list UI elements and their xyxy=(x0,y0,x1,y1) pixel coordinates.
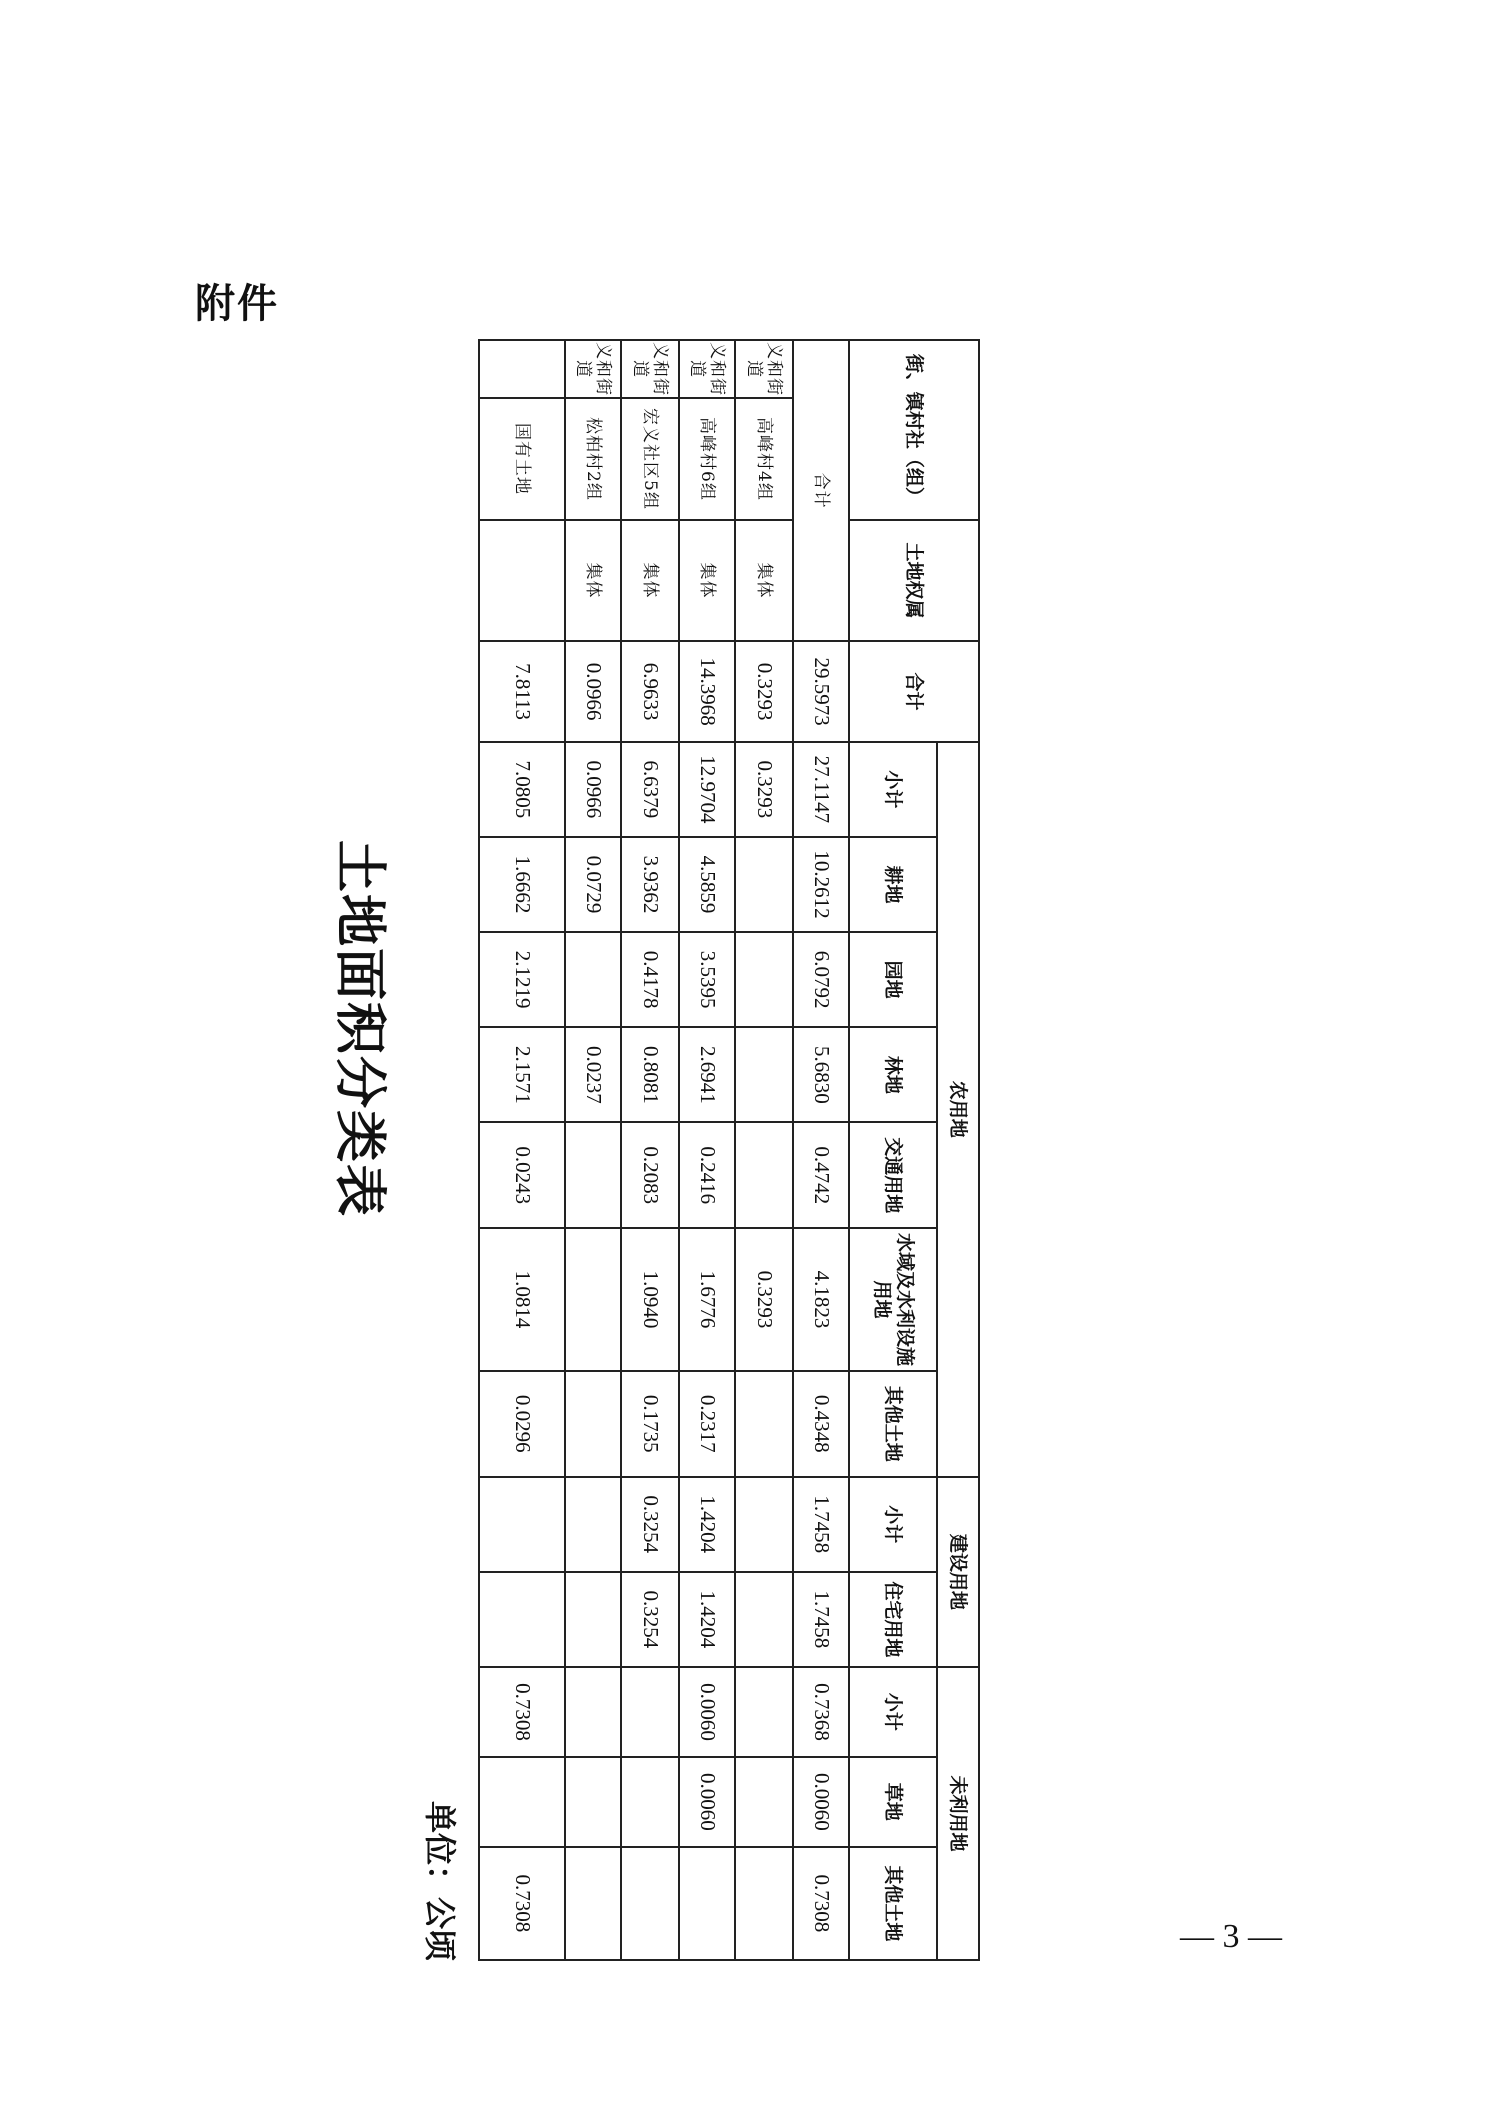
header-transport: 交通用地 xyxy=(849,1122,937,1228)
header-agri-subtotal: 小计 xyxy=(849,742,937,837)
cell: 0.3254 xyxy=(621,1477,679,1572)
cell xyxy=(479,1572,565,1667)
cell: 2.1571 xyxy=(479,1027,565,1122)
cell: 0.0060 xyxy=(679,1667,735,1757)
village-cell: 高峰村6组 xyxy=(679,398,735,520)
table-row-state xyxy=(479,340,565,1960)
header-grass: 草地 xyxy=(849,1757,937,1847)
blank-cell xyxy=(479,340,565,398)
header-unused-subtotal: 小计 xyxy=(849,1667,937,1757)
cell xyxy=(735,1757,793,1847)
table-row xyxy=(679,340,735,1960)
cell xyxy=(735,1847,793,1960)
rotated-table-block xyxy=(329,339,980,1961)
cell: 1.6662 xyxy=(479,837,565,932)
cell: 6.9633 xyxy=(621,641,679,741)
cell: 1.7458 xyxy=(793,1572,849,1667)
ownership-cell: 集体 xyxy=(735,520,793,642)
state-land-label: 国有土地 xyxy=(479,398,565,520)
cell: 0.3254 xyxy=(621,1572,679,1667)
cell xyxy=(621,1667,679,1757)
cell xyxy=(565,1371,621,1477)
cell: 0.2317 xyxy=(679,1371,735,1477)
cell xyxy=(479,1757,565,1847)
cell: 0.4348 xyxy=(793,1371,849,1477)
cell: 7.8113 xyxy=(479,641,565,741)
cell: 0.0966 xyxy=(565,641,621,741)
cell: 0.7308 xyxy=(479,1667,565,1757)
cell: 0.0060 xyxy=(679,1757,735,1847)
cell: 3.9362 xyxy=(621,837,679,932)
cell xyxy=(735,837,793,932)
header-constr-subtotal: 小计 xyxy=(849,1477,937,1572)
land-area-table xyxy=(478,339,980,1961)
cell: 1.4204 xyxy=(679,1572,735,1667)
header-residential: 住宅用地 xyxy=(849,1572,937,1667)
page-number: — 3 — xyxy=(1180,1918,1282,1955)
cell: 5.6830 xyxy=(793,1027,849,1122)
table-row xyxy=(735,340,793,1960)
cell: 0.0966 xyxy=(565,742,621,837)
blank-cell xyxy=(479,520,565,642)
cell: 0.1735 xyxy=(621,1371,679,1477)
cell: 10.2612 xyxy=(793,837,849,932)
cell: 0.4742 xyxy=(793,1122,849,1228)
header-unused-other: 其他土地 xyxy=(849,1847,937,1960)
cell xyxy=(735,932,793,1027)
summary-label: 合计 xyxy=(793,340,849,641)
table-row xyxy=(565,340,621,1960)
village-cell: 松柏村2组 xyxy=(565,398,621,520)
cell: 7.0805 xyxy=(479,742,565,837)
cell: 0.7368 xyxy=(793,1667,849,1757)
cell: 0.0243 xyxy=(479,1122,565,1228)
cell: 1.0814 xyxy=(479,1228,565,1371)
cell: 4.5859 xyxy=(679,837,735,932)
cell: 12.9704 xyxy=(679,742,735,837)
village-cell: 高峰村4组 xyxy=(735,398,793,520)
header-water: 水域及水利设施用地 xyxy=(849,1228,937,1371)
cell: 27.1147 xyxy=(793,742,849,837)
cell: 29.5973 xyxy=(793,641,849,741)
table-row xyxy=(621,340,679,1960)
cell xyxy=(735,1572,793,1667)
cell: 6.0792 xyxy=(793,932,849,1027)
cell: 6.6379 xyxy=(621,742,679,837)
cell xyxy=(479,1477,565,1572)
cell xyxy=(565,1122,621,1228)
village-cell: 宏义社区5组 xyxy=(621,398,679,520)
header-garden: 园地 xyxy=(849,932,937,1027)
cell: 3.5395 xyxy=(679,932,735,1027)
header-forest: 林地 xyxy=(849,1027,937,1122)
cell: 1.4204 xyxy=(679,1477,735,1572)
cell: 1.6776 xyxy=(679,1228,735,1371)
cell: 0.7308 xyxy=(479,1847,565,1960)
header-ownership: 土地权属 xyxy=(849,520,979,642)
header-agri-other: 其他土地 xyxy=(849,1371,937,1477)
cell xyxy=(679,1847,735,1960)
cell: 0.3293 xyxy=(735,742,793,837)
ownership-cell: 集体 xyxy=(565,520,621,642)
cell xyxy=(565,1847,621,1960)
ownership-cell: 集体 xyxy=(621,520,679,642)
table-title: 土地面积分类表 xyxy=(329,839,390,1218)
street-cell: 义和街道 xyxy=(565,340,621,398)
header-agri: 农用地 xyxy=(937,742,979,1477)
unit-label: 单位：公顷 xyxy=(421,1800,459,1961)
cell: 4.1823 xyxy=(793,1228,849,1371)
header-constr: 建设用地 xyxy=(937,1477,979,1667)
cell xyxy=(735,1371,793,1477)
cell xyxy=(565,932,621,1027)
cell xyxy=(621,1757,679,1847)
table-row-summary xyxy=(793,340,849,1960)
cell xyxy=(565,1572,621,1667)
cell: 0.0060 xyxy=(793,1757,849,1847)
cell xyxy=(735,1477,793,1572)
street-cell: 义和街道 xyxy=(679,340,735,398)
street-cell: 义和街道 xyxy=(621,340,679,398)
cell xyxy=(565,1477,621,1572)
street-cell: 义和街道 xyxy=(735,340,793,398)
ownership-cell: 集体 xyxy=(679,520,735,642)
cell xyxy=(735,1667,793,1757)
cell xyxy=(565,1228,621,1371)
cell: 0.2416 xyxy=(679,1122,735,1228)
cell: 0.3293 xyxy=(735,641,793,741)
attachment-label: 附件 xyxy=(195,281,279,327)
cell: 0.0729 xyxy=(565,837,621,932)
header-farmland: 耕地 xyxy=(849,837,937,932)
cell: 0.0237 xyxy=(565,1027,621,1122)
header-unused: 未利用地 xyxy=(937,1667,979,1960)
cell: 14.3968 xyxy=(679,641,735,741)
cell: 0.7308 xyxy=(793,1847,849,1960)
cell: 0.2083 xyxy=(621,1122,679,1228)
cell xyxy=(735,1122,793,1228)
header-location: 街、镇村社（组） xyxy=(849,340,979,520)
cell xyxy=(621,1847,679,1960)
cell: 2.1219 xyxy=(479,932,565,1027)
cell: 1.0940 xyxy=(621,1228,679,1371)
cell: 1.7458 xyxy=(793,1477,849,1572)
cell: 2.6941 xyxy=(679,1027,735,1122)
cell xyxy=(565,1667,621,1757)
cell xyxy=(735,1027,793,1122)
header-total: 合计 xyxy=(849,641,979,741)
cell: 0.4178 xyxy=(621,932,679,1027)
cell: 0.0296 xyxy=(479,1371,565,1477)
cell: 0.8081 xyxy=(621,1027,679,1122)
cell: 0.3293 xyxy=(735,1228,793,1371)
cell xyxy=(565,1757,621,1847)
